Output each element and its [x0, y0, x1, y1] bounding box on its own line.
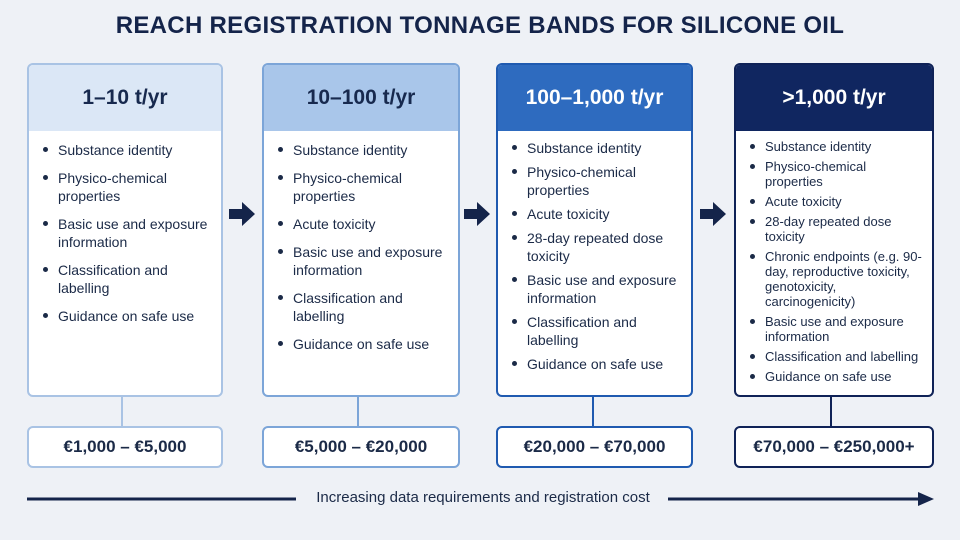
list-item: Physico-chemical properties: [43, 169, 211, 205]
list-item: Substance identity: [43, 141, 211, 159]
connector-line: [121, 397, 123, 426]
cost-box: €20,000 – €70,000: [496, 426, 693, 468]
list-item: Basic use and exposure information: [278, 243, 448, 279]
tonnage-band-4: [734, 63, 934, 397]
footer-label: Increasing data requirements and registration cost: [316, 489, 650, 506]
list-item: Physico-chemical properties: [278, 169, 448, 205]
requirements-list: [498, 131, 691, 373]
cost-box: €70,000 – €250,000+: [734, 426, 934, 468]
list-item: Guidance on safe use: [750, 369, 922, 384]
tonnage-band-2: [262, 63, 460, 397]
list-item: Substance identity: [750, 139, 922, 154]
page-title: REACH REGISTRATION TONNAGE BANDS FOR SILICONE OIL: [115, 12, 845, 39]
list-item: 28-day repeated dose toxicity: [512, 229, 681, 265]
list-item: Substance identity: [512, 139, 681, 157]
tonnage-band-3: [496, 63, 693, 397]
list-item: Substance identity: [278, 141, 448, 159]
cost-box: €5,000 – €20,000: [262, 426, 460, 468]
list-item: Guidance on safe use: [43, 307, 211, 325]
band-label: >1,000 t/yr: [736, 65, 932, 131]
band-label: 10–100 t/yr: [264, 65, 458, 131]
list-item: Acute toxicity: [278, 215, 448, 233]
list-item: Classification and labelling: [750, 349, 922, 364]
band-label: 1–10 t/yr: [29, 65, 221, 131]
connector-line: [830, 397, 832, 426]
requirements-list: [264, 131, 458, 353]
list-item: Classification and labelling: [512, 313, 681, 349]
list-item: Guidance on safe use: [278, 335, 448, 353]
list-item: Basic use and exposure information: [43, 215, 211, 251]
connector-line: [357, 397, 359, 426]
band-label: 100–1,000 t/yr: [498, 65, 691, 131]
list-item: Basic use and exposure information: [512, 271, 681, 307]
list-item: Chronic endpoints (e.g. 90-day, reproductive toxicity, genotoxicity, carcinogenicity): [750, 249, 922, 309]
requirements-list: [736, 131, 932, 384]
tonnage-band-1: [27, 63, 223, 397]
list-item: Physico-chemical properties: [750, 159, 922, 189]
requirements-list: [29, 131, 221, 325]
list-item: 28-day repeated dose toxicity: [750, 214, 922, 244]
list-item: Classification and labelling: [43, 261, 211, 297]
list-item: Physico-chemical properties: [512, 163, 681, 199]
right-arrow-icon: [698, 200, 728, 228]
list-item: Classification and labelling: [278, 289, 448, 325]
cost-box: €1,000 – €5,000: [27, 426, 223, 468]
list-item: Basic use and exposure information: [750, 314, 922, 344]
right-arrow-icon: [227, 200, 257, 228]
right-arrow-icon: [462, 200, 492, 228]
list-item: Acute toxicity: [512, 205, 681, 223]
connector-line: [592, 397, 594, 426]
list-item: Acute toxicity: [750, 194, 922, 209]
list-item: Guidance on safe use: [512, 355, 681, 373]
